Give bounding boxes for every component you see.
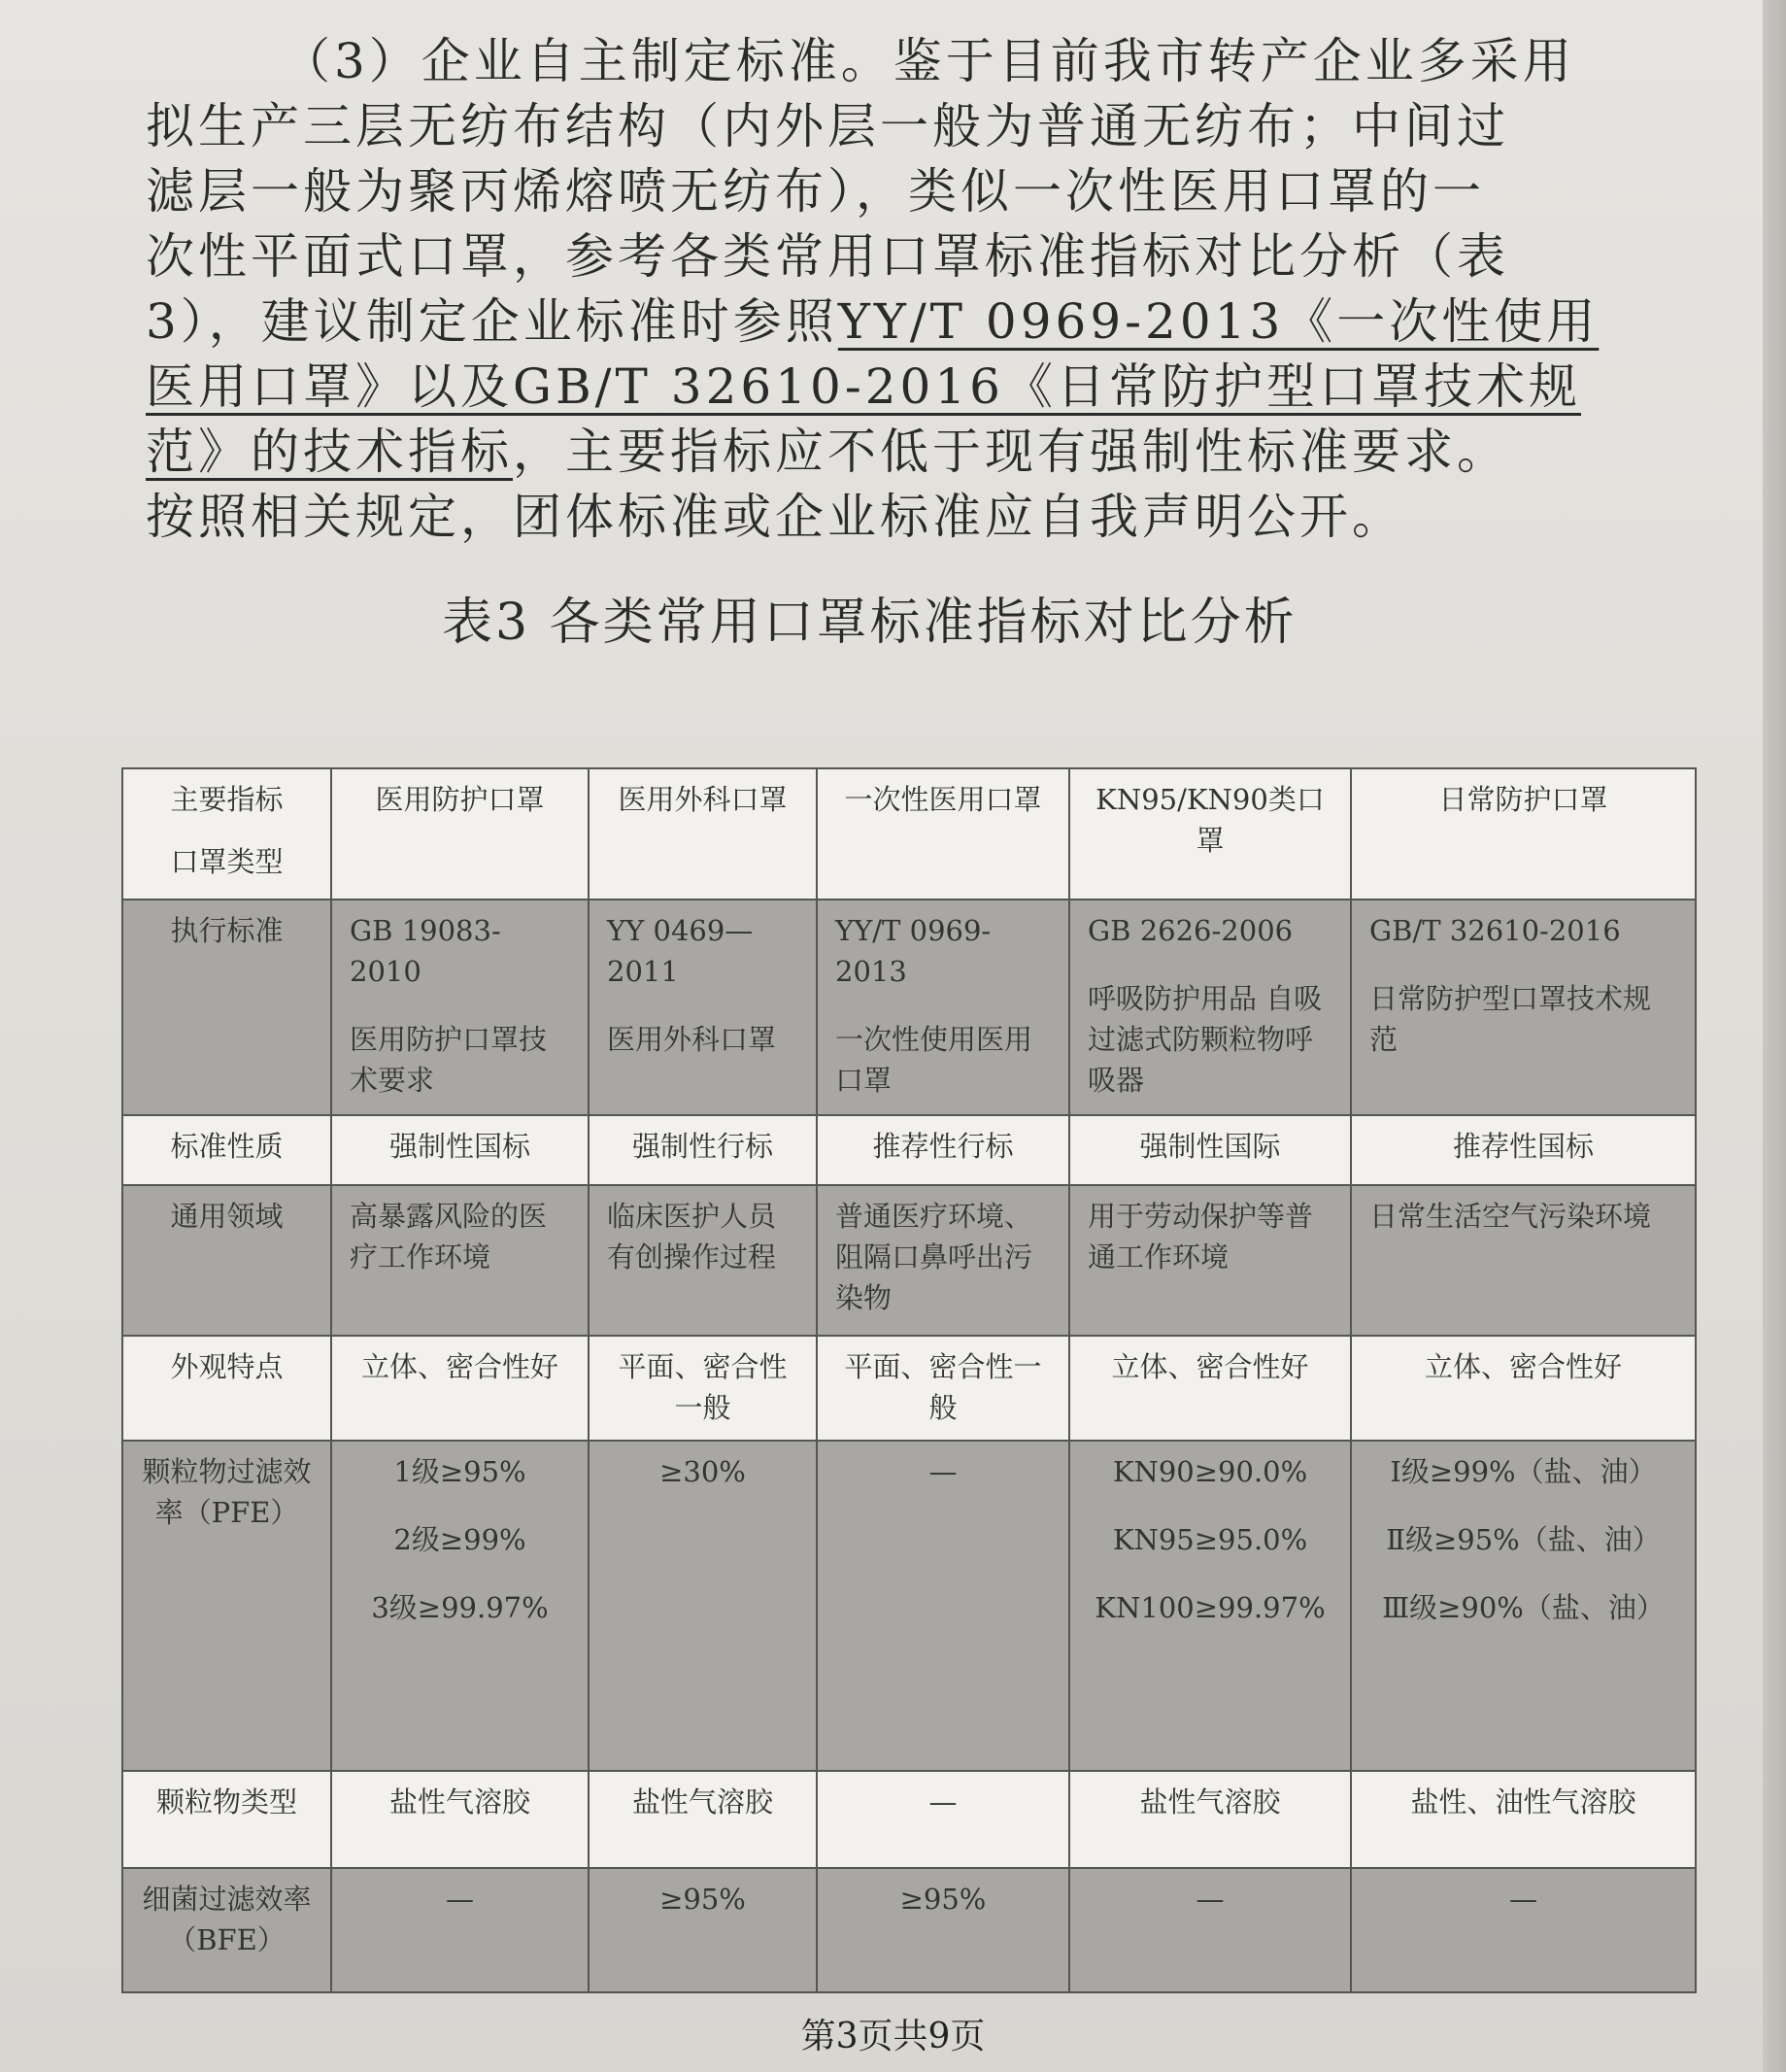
- table-cell: ≥30%: [589, 1441, 817, 1771]
- table-row: [122, 1115, 1696, 1185]
- table-cell: —: [817, 1771, 1069, 1868]
- cell-line: 3级≥99.97%: [371, 1591, 549, 1624]
- table-cell: [1069, 900, 1351, 1115]
- comparison-table: [121, 767, 1697, 1993]
- row-label: 外观特点: [122, 1336, 331, 1441]
- para-line-8: 按照相关规定，团体标准或企业标准应自我声明公开。: [146, 489, 1404, 545]
- cell-line: GB/T 32610-2016: [1369, 914, 1621, 947]
- table-cell: 平面、密合性一般: [817, 1336, 1069, 1441]
- table-row: [122, 900, 1696, 1115]
- para-line-1: （3）企业自主制定标准。鉴于目前我市转产企业多采用: [282, 33, 1575, 89]
- column-header: 日常防护口罩: [1351, 768, 1696, 900]
- table-cell: 强制性国标: [331, 1115, 589, 1185]
- table-cell: —: [1351, 1868, 1696, 1992]
- para-line-2: 拟生产三层无纺布结构（内外层一般为普通无纺布；中间过: [146, 98, 1509, 154]
- column-header: 一次性医用口罩: [817, 768, 1069, 900]
- table-cell: ≥95%: [817, 1868, 1069, 1992]
- row-label: 执行标准: [122, 900, 331, 1115]
- cell-line: Ⅰ级≥99%（盐、油）: [1390, 1455, 1657, 1488]
- standard-reference-1: YY/T 0969-2013《一次性使用: [837, 293, 1600, 350]
- para-line-6: 医用口罩》以及GB/T 32610-2016《日常防护型口罩技术规: [146, 358, 1581, 415]
- table-cell: —: [1069, 1868, 1351, 1992]
- table-cell: 立体、密合性好: [1069, 1336, 1351, 1441]
- table-row: [122, 1868, 1696, 1992]
- cell-line: 日常防护型口罩技术规范: [1369, 982, 1652, 1056]
- table-cell: 推荐性国标: [1351, 1115, 1696, 1185]
- page-edge: [1763, 0, 1786, 2072]
- table-cell: 临床医护人员有创操作过程: [589, 1185, 817, 1336]
- table-row: [122, 1771, 1696, 1868]
- para-line-3: 滤层一般为聚丙烯熔喷无纺布），类似一次性医用口罩的一: [146, 163, 1485, 220]
- table-cell: [331, 900, 589, 1115]
- table-cell: 强制性行标: [589, 1115, 817, 1185]
- table-cell: [331, 1441, 589, 1771]
- table-cell: 立体、密合性好: [331, 1336, 589, 1441]
- cell-line: KN100≥99.97%: [1095, 1591, 1326, 1624]
- para-line-5-text: 3），建议制定企业标准时参照: [146, 293, 838, 350]
- row-label: 颗粒物过滤效率（PFE）: [122, 1441, 331, 1771]
- table-cell: [589, 900, 817, 1115]
- table-row: [122, 1441, 1696, 1771]
- column-header: KN95/KN90类口罩: [1069, 768, 1351, 900]
- table-cell: 盐性、油性气溶胶: [1351, 1771, 1696, 1868]
- table-cell: ≥95%: [589, 1868, 817, 1992]
- cell-line: YY 0469—2011: [607, 914, 754, 988]
- row-label: 标准性质: [122, 1115, 331, 1185]
- table-cell: 强制性国际: [1069, 1115, 1351, 1185]
- cell-line: 一次性使用医用口罩: [835, 1023, 1033, 1097]
- table-cell: 推荐性行标: [817, 1115, 1069, 1185]
- table-cell: [1351, 1441, 1696, 1771]
- column-header: 医用外科口罩: [589, 768, 817, 900]
- table-cell: [817, 900, 1069, 1115]
- table-cell: 用于劳动保护等普通工作环境: [1069, 1185, 1351, 1336]
- table-header-row: [122, 768, 1696, 900]
- table-cell: 平面、密合性一般: [589, 1336, 817, 1441]
- cell-line: Ⅲ级≥90%（盐、油）: [1382, 1591, 1665, 1624]
- cell-line: KN90≥90.0%: [1112, 1455, 1308, 1488]
- header-corner-cell: [122, 768, 331, 900]
- table-cell: 盐性气溶胶: [331, 1771, 589, 1868]
- para-line-7-text: ，主要指标应不低于现有强制性标准要求。: [513, 424, 1509, 480]
- table-row: [122, 1185, 1696, 1336]
- corner-top-label: 主要指标: [170, 783, 284, 816]
- cell-line: 呼吸防护用品 自吸过滤式防颗粒物呼吸器: [1088, 982, 1323, 1097]
- cell-line: KN95≥95.0%: [1112, 1523, 1308, 1556]
- table-cell: [1069, 1441, 1351, 1771]
- para-line-5: [146, 289, 1600, 355]
- table-cell: 盐性气溶胶: [589, 1771, 817, 1868]
- table-row: [122, 1336, 1696, 1441]
- cell-line: 1级≥95%: [393, 1455, 526, 1488]
- cell-line: YY/T 0969-2013: [835, 914, 992, 988]
- para-line-7: [146, 420, 1525, 485]
- table-cell: 立体、密合性好: [1351, 1336, 1696, 1441]
- cell-line: GB 19083-2010: [350, 914, 501, 988]
- table-cell: 盐性气溶胶: [1069, 1771, 1351, 1868]
- corner-bottom-label: 口罩类型: [170, 845, 284, 878]
- table-cell: 高暴露风险的医疗工作环境: [331, 1185, 589, 1336]
- table-cell: [1351, 900, 1696, 1115]
- cell-line: 医用外科口罩: [607, 1023, 777, 1056]
- table-cell: 日常生活空气污染环境: [1351, 1185, 1696, 1336]
- column-header: 医用防护口罩: [331, 768, 589, 900]
- row-label: 细菌过滤效率（BFE）: [122, 1868, 331, 1992]
- table-cell: 普通医疗环境、阻隔口鼻呼出污染物: [817, 1185, 1069, 1336]
- page-number: 第3页共9页: [800, 2017, 986, 2056]
- table-cell: —: [331, 1868, 589, 1992]
- para-line-4: 次性平面式口罩，参考各类常用口罩标准指标对比分析（表: [146, 228, 1509, 285]
- row-label: 通用领域: [122, 1185, 331, 1336]
- cell-line: 2级≥99%: [393, 1523, 526, 1556]
- cell-line: 医用防护口罩技术要求: [350, 1023, 548, 1097]
- table-caption: 表3 各类常用口罩标准指标对比分析: [442, 594, 1297, 652]
- standard-reference-2: 范》的技术指标: [146, 424, 513, 480]
- cell-line: Ⅱ级≥95%（盐、油）: [1386, 1523, 1661, 1556]
- body-paragraph: [146, 29, 1600, 550]
- row-label: 颗粒物类型: [122, 1771, 331, 1868]
- table-cell: —: [817, 1441, 1069, 1771]
- cell-line: GB 2626-2006: [1088, 914, 1294, 947]
